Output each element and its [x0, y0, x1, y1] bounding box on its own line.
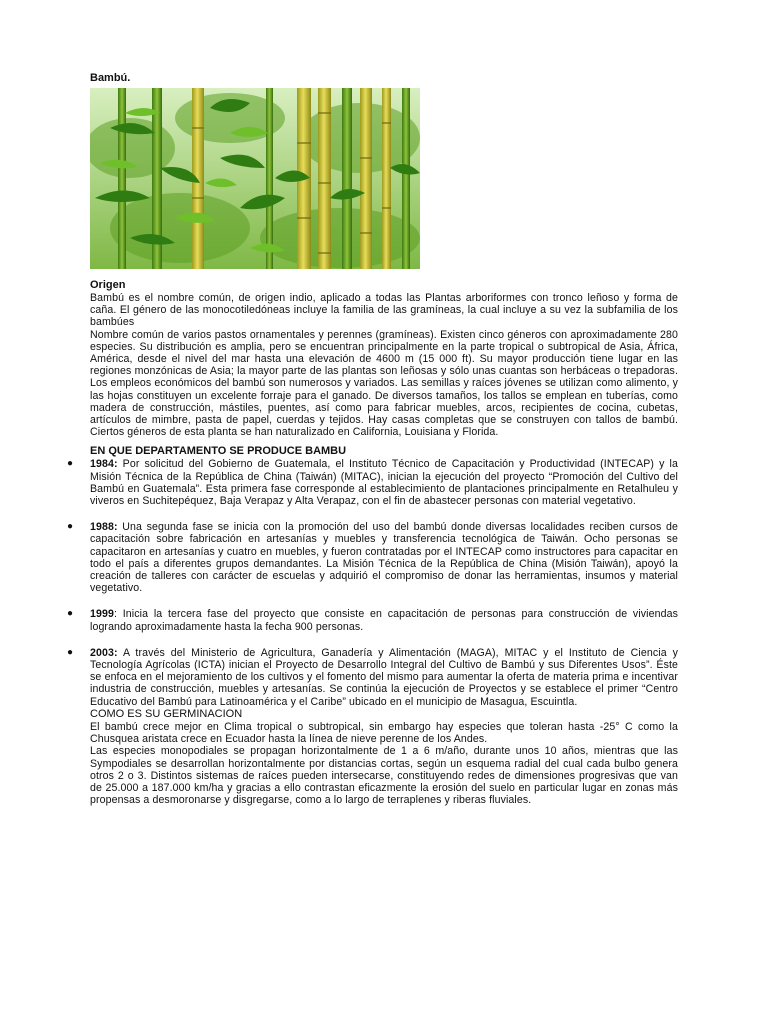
list-item [67, 521, 678, 595]
list-item-year: 1999 [90, 608, 114, 621]
section-heading-departamento: EN QUE DEPARTAMENTO SE PRODUCE BAMBU [90, 445, 347, 458]
bamboo-illustration [90, 88, 420, 269]
paragraph-origen-2: Nombre común de varios pastos ornamentales y perennes (gramíneas). Existen cinco géneros con aproximadamente 280 especies. Su distribución es amplia, pero se encuentran principalmente en la parte tropical o subtropical de Asia, África, América, desde el nivel del mar hasta una elevación de 4600 m (15 000 ft). Su mayor producción tiene lugar en las regiones monzónicas de Asia; la mayor parte de las plantas son leñosas y sólo unas cuantas son herbáceas o trepadoras. Los empleos económicos del bambú son numerosos y variados. Las semillas y raíces jóvenes se utilizan como alimento, y las hojas constituyen un excelente forraje para el ganado. De diversos tamaños, los tallos se emplean en tuberías, como madera de construcción, mástiles, puentes, así como para fabricar muebles, arcos, recipientes de cocina, cubetas, artículos de mimbre, pasta de papel, cuerdas y tejidos. Hay casas completas que se construyen con tallos de bambú. Ciertos géneros de esta planta se han naturalizado en California, Louisiana y Florida. [90, 328, 678, 439]
history-bullet-list [67, 458, 678, 708]
paragraph-origen-1: Bambú es el nombre común, de origen indio, aplicado a todas las Plantas arboriformes con tronco leñoso y forma de caña. El género de las monocotiledóneas incluye la familia de las gramíneas, la cual incluye a su vez la subfamilia de los bambúes [90, 292, 678, 329]
section-heading-origen: Origen [90, 279, 126, 291]
bamboo-photo [90, 88, 420, 269]
list-item-year: 2003: [90, 646, 118, 659]
list-item-text: Una segunda fase se inicia con la promoción del uso del bambú donde diversas localidades reciben cursos de capacitación sobre fabricación en artesanías y muebles y transferencia tecnológica de Taiwán. Ocho personas se capacitaron en artesanías y cuatro en muebles, y fueron contratadas por el INTECAP como instructores para capacitar en todo el país a diferentes grupos demandantes. La Misión Técnica de la República de China (Misión Taiwán), apoyó la creación de talleres con carácter de escuelas y adquirió el compromiso de donar las herramientas, insumos y material vegetativo. [90, 521, 678, 595]
list-item-text: A través del Ministerio de Agricultura, Ganadería y Alimentación (MAGA), MITAC y el Instituto de Ciencia y Tecnología Agrícolas (ICTA) inician el Proyecto de Desarrollo Integral del Cultivo de Bambú y sus Diferentes Usos”. Éste se enfoca en el mejoramiento de los cultivos y el fomento del mismo para aumentar la oferta de materia prima e incentivar industria de construcción, muebles y artesanías. Se continúa la ejecución de Proyectos y se establece el primer “Centro Educativo del Bambú para Latinoamérica y el Caribe” ubicado en el municipio de Masagua, Escuintla. [90, 646, 678, 708]
paragraph-germinacion-1: El bambú crece mejor en Clima tropical o subtropical, sin embargo hay especies que toleran hasta -25° C como la Chusquea aristata crece en Ecuador hasta la línea de nieve perenne de los Andes. [90, 720, 678, 746]
document-title: Bambú. [90, 72, 131, 84]
bullet-icon: ● [67, 521, 74, 533]
list-item-year: 1988: [90, 521, 118, 534]
list-item [67, 646, 678, 708]
list-item-text: : Inicia la tercera fase del proyecto que consiste en capacitación de personas para construcción de viviendas logrando aproximadamente hasta la fecha 900 personas. [90, 608, 678, 633]
list-item [67, 458, 678, 508]
bullet-icon: ● [67, 608, 74, 620]
document-body [67, 279, 678, 807]
bullet-icon: ● [67, 646, 74, 658]
list-item-year: 1984: [90, 458, 118, 471]
list-item [67, 608, 678, 633]
section-heading-germinacion: COMO ES SU GERMINACION [90, 707, 243, 720]
bullet-icon: ● [67, 458, 74, 470]
paragraph-germinacion-2: Las especies monopodiales se propagan horizontalmente de 1 a 6 m/año, durante unos 10 años, mientras que las Sympodiales se desarrollan horizontalmente por distancias cortas, según un esquema radial del cual cada bulbo genera otros 2 o 3. Distintos sistemas de raíces pueden intersecarse, constituyendo redes de dimensiones progresivas que van de 25.000 a 187.000 km/ha y gracias a ello contrastan eficazmente la erosión del suelo en particular lugar en zonas más propensas a desmoronarse y disgregarse, como a lo largo de terraplenes y riberas fluviales. [90, 745, 678, 807]
list-item-text: Por solicitud del Gobierno de Guatemala, el Instituto Técnico de Capacitación y Productividad (INTECAP) y la Misión Técnica de la República de China (Taiwán) (MITAC), inician la ejecución del proyecto “Promoción del Cultivo del Bambú en Guatemala”. Esta primera fase corresponde al establecimiento de plantaciones principalmente en Retalhuleu y viveros en Suchitepéquez, Baja Verapaz y Alta Verapaz, con el fin de abastecer personas con material vegetativo. [90, 458, 678, 508]
